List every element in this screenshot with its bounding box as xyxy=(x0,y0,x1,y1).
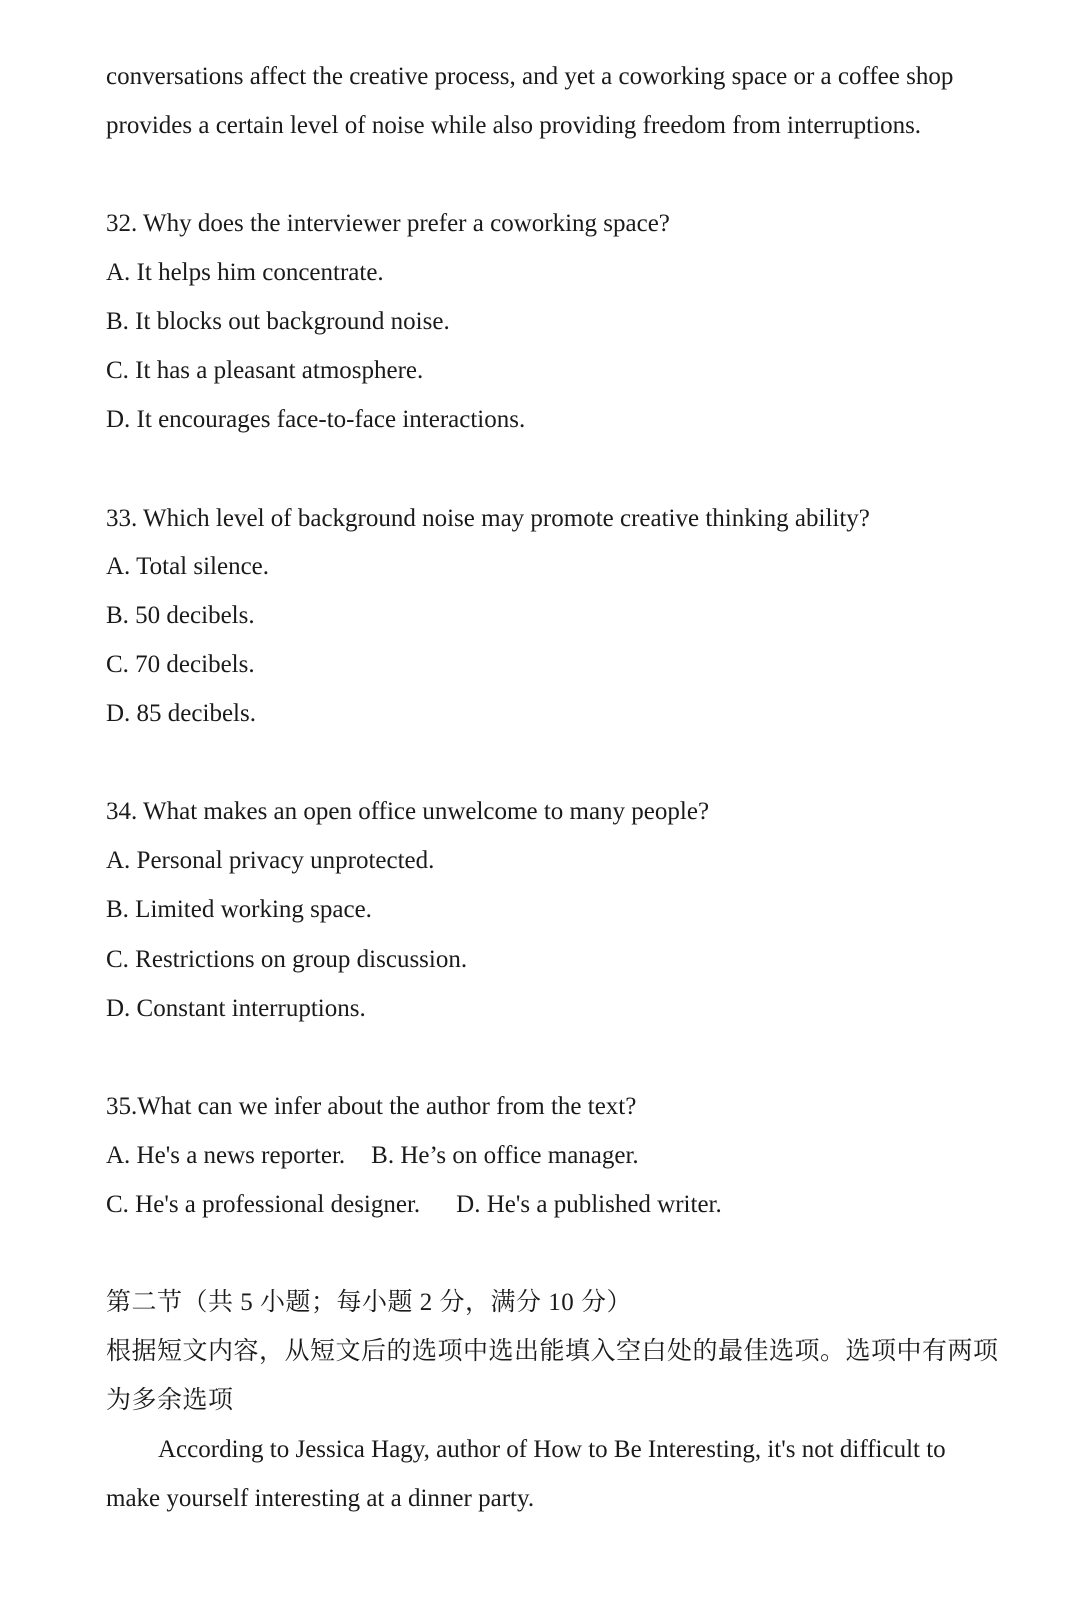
question-35-options-row-1 xyxy=(106,1141,639,1171)
question-32-option-a: A. It helps him concentrate. xyxy=(106,259,384,286)
question-33-stem: 33. Which level of background noise may promote creative thinking ability? xyxy=(106,505,870,532)
section-2-instruction-line-1: 根据短文内容，从短文后的选项中选出能填入空白处的最佳选项。选项中有两项 xyxy=(106,1338,999,1365)
question-34-option-b: B. Limited working space. xyxy=(106,896,372,923)
intro-line-1: conversations affect the creative process, and yet a coworking space or a coffee shop xyxy=(106,63,954,90)
question-35-option-a: A. He's a news reporter. xyxy=(106,1142,346,1169)
passage-line-1: According to Jessica Hagy, author of How to Be Interesting, it's not difficult to xyxy=(158,1436,946,1463)
intro-line-2: provides a certain level of noise while also providing freedom from interruptions. xyxy=(106,112,922,139)
question-34-option-c: C. Restrictions on group discussion. xyxy=(106,946,468,973)
question-32-stem: 32. Why does the interviewer prefer a coworking space? xyxy=(106,210,670,237)
question-33-option-a: A. Total silence. xyxy=(106,553,270,580)
question-35-option-b: B. He’s on office manager. xyxy=(371,1142,639,1169)
question-35-options-row-2 xyxy=(106,1190,722,1220)
section-2-instruction-line-2: 为多余选项 xyxy=(106,1387,234,1414)
question-35-option-c: C. He's a professional designer. xyxy=(106,1191,421,1218)
question-35-option-d: D. He's a published writer. xyxy=(456,1191,722,1218)
question-32-option-c: C. It has a pleasant atmosphere. xyxy=(106,357,424,384)
question-33-option-b: B. 50 decibels. xyxy=(106,602,255,629)
question-32-option-b: B. It blocks out background noise. xyxy=(106,308,450,335)
question-35-stem: 35.What can we infer about the author from the text? xyxy=(106,1093,637,1120)
question-33-option-c: C. 70 decibels. xyxy=(106,651,255,678)
question-33-option-d: D. 85 decibels. xyxy=(106,700,256,727)
section-2-heading: 第二节（共 5 小题；每小题 2 分，满分 10 分） xyxy=(106,1289,633,1316)
passage-line-2: make yourself interesting at a dinner party. xyxy=(106,1485,535,1512)
question-34-option-d: D. Constant interruptions. xyxy=(106,995,366,1022)
question-34-stem: 34. What makes an open office unwelcome to many people? xyxy=(106,798,710,825)
question-32-option-d: D. It encourages face-to-face interactions. xyxy=(106,406,526,433)
question-34-option-a: A. Personal privacy unprotected. xyxy=(106,847,435,874)
